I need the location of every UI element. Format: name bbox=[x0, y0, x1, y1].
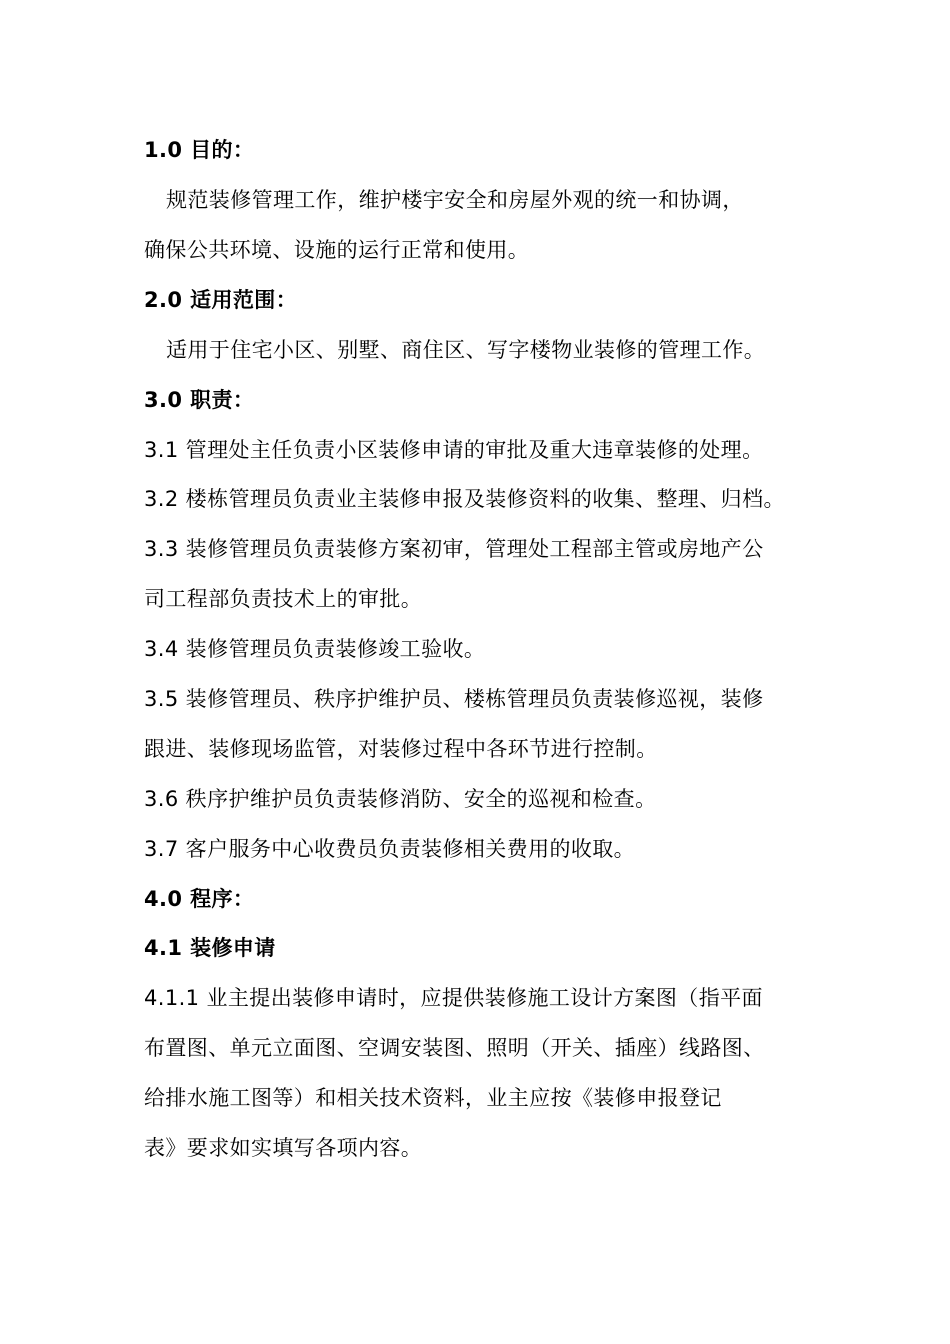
item-4-1-1-line-3: 给排水施工图等）和相关技术资料，业主应按《装修申报登记 bbox=[144, 1086, 722, 1110]
section-2-body: 适用于住宅小区、别墅、商住区、写字楼物业装修的管理工作。 bbox=[166, 338, 766, 362]
item-3-5-line-1: 3.5 装修管理员、秩序护维护员、楼栋管理员负责装修巡视，装修 bbox=[144, 687, 764, 711]
item-3-3-line-1: 3.3 装修管理员负责装修方案初审，管理处工程部主管或房地产公 bbox=[144, 537, 764, 561]
section-2-heading: 2.0 适用范围： bbox=[144, 288, 298, 312]
item-3-4: 3.4 装修管理员负责装修竣工验收。 bbox=[144, 637, 486, 661]
section-4-heading: 4.0 程序： bbox=[144, 887, 255, 911]
item-3-3-line-2: 司工程部负责技术上的审批。 bbox=[144, 587, 423, 611]
section-1-body-line-1: 规范装修管理工作，维护楼宇安全和房屋外观的统一和协调， bbox=[166, 188, 744, 212]
item-3-7: 3.7 客户服务中心收费员负责装修相关费用的收取。 bbox=[144, 837, 636, 861]
section-1-body-line-2: 确保公共环境、设施的运行正常和使用。 bbox=[144, 238, 530, 262]
section-1-heading: 1.0 目的： bbox=[144, 138, 255, 162]
section-3-heading: 3.0 职责： bbox=[144, 388, 255, 412]
item-4-1-1-line-4: 表》要求如实填写各项内容。 bbox=[144, 1136, 423, 1160]
item-3-6: 3.6 秩序护维护员负责装修消防、安全的巡视和检查。 bbox=[144, 787, 657, 811]
item-4-1-1-line-1: 4.1.1 业主提出装修申请时，应提供装修施工设计方案图（指平面 bbox=[144, 986, 763, 1010]
section-4-1-heading: 4.1 装修申请 bbox=[144, 936, 276, 960]
item-3-5-line-2: 跟进、装修现场监管，对装修过程中各环节进行控制。 bbox=[144, 737, 658, 761]
item-4-1-1-line-2: 布置图、单元立面图、空调安装图、照明（开关、插座）线路图、 bbox=[144, 1036, 765, 1060]
item-3-1: 3.1 管理处主任负责小区装修申请的审批及重大违章装修的处理。 bbox=[144, 438, 764, 462]
item-3-2: 3.2 楼栋管理员负责业主装修申报及装修资料的收集、整理、归档。 bbox=[144, 487, 785, 511]
